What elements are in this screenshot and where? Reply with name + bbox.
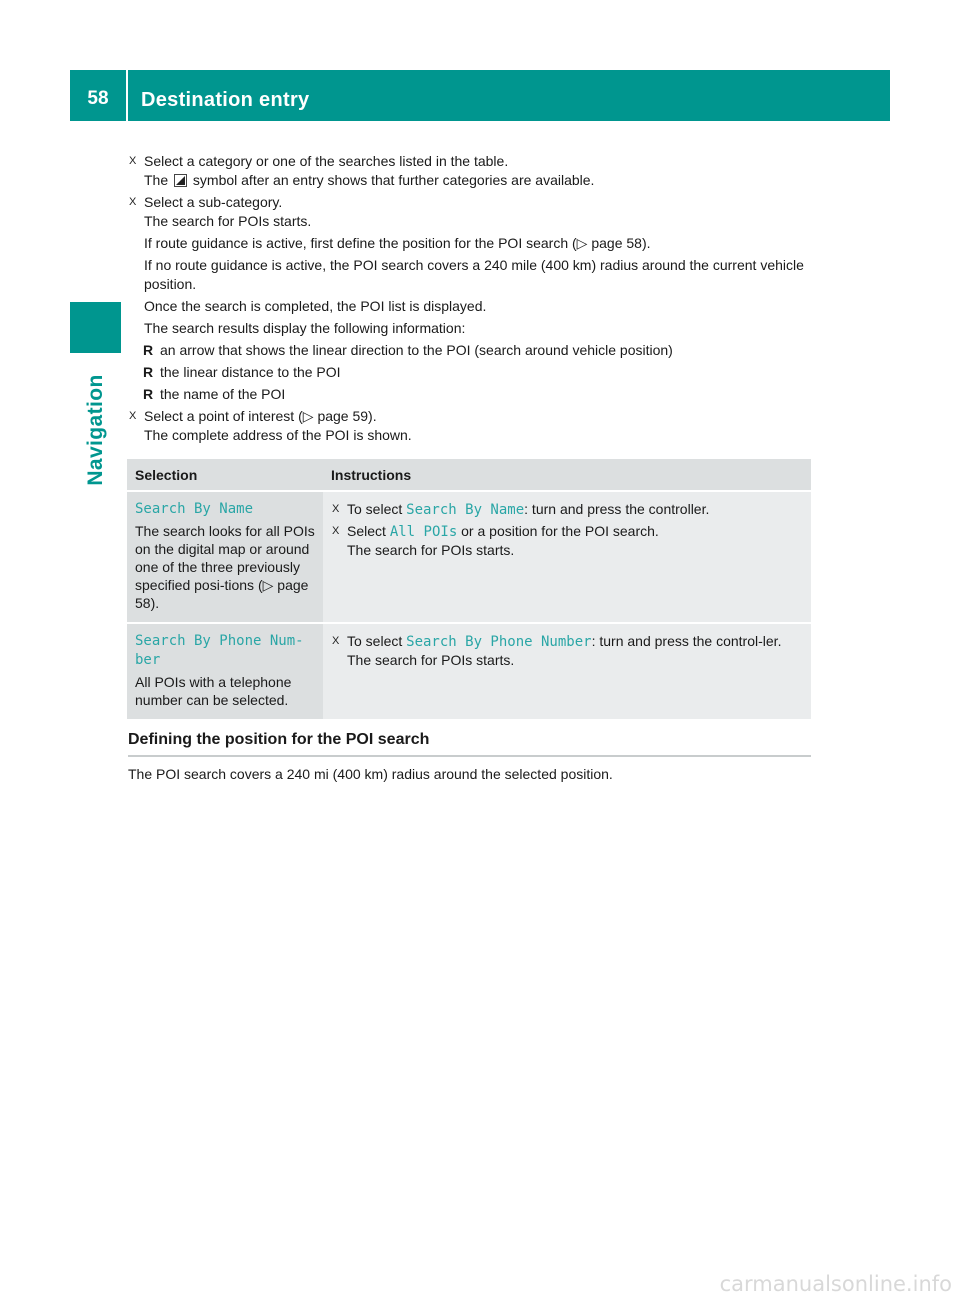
- selection-cell: [127, 492, 323, 624]
- section-marker-block: [70, 302, 121, 353]
- step-text: [144, 407, 812, 426]
- bullet-icon: R: [143, 386, 154, 402]
- menu-item-search-by-phone-number: Search By Phone Num‐: [135, 633, 304, 649]
- column-header-instructions: Instructions: [323, 459, 811, 492]
- page-ref-link[interactable]: page 58).: [135, 577, 309, 611]
- search-complete-note: Once the search is completed, the POI list is displayed.: [144, 298, 487, 314]
- section-tab-label: Navigation: [83, 374, 107, 486]
- step-select-poi: [128, 407, 812, 445]
- instruction-result: The search for POIs starts.: [347, 652, 515, 668]
- search-results-note: The search results display the following information:: [144, 320, 466, 336]
- instruction-text: : turn and press the controller.: [524, 501, 710, 517]
- instruction-text: : turn and press the control-ler.: [591, 633, 782, 649]
- page-ref-icon: ▷: [576, 235, 588, 251]
- step-marker-icon: X: [129, 155, 137, 167]
- menu-item-search-by-name-ref: Search By Name: [406, 502, 525, 518]
- page-ref-icon: ▷: [302, 408, 314, 424]
- list-item: [128, 363, 812, 382]
- section-paragraph: The POI search covers a 240 mi (400 km) radius around the selected position.: [128, 766, 613, 782]
- table-row: [127, 624, 811, 721]
- section-tab: [70, 360, 121, 500]
- poi-search-table: [127, 459, 811, 721]
- header-divider: [126, 70, 128, 121]
- menu-item-search-by-phone-number-cont: ber: [135, 652, 161, 668]
- selection-description: All POIs with a telephone number can be selected.: [135, 674, 292, 708]
- step-marker-icon: X: [129, 410, 137, 422]
- instruction-text: To select: [347, 633, 403, 649]
- no-route-guidance-note: If no route guidance is active, the POI search covers a 240 mile (400 km) radius around the current vehicle position.: [144, 257, 804, 292]
- step-select-subcategory: [128, 193, 812, 231]
- bullet-icon: R: [143, 342, 154, 358]
- list-item: [128, 341, 812, 360]
- page-ref-icon: ▷: [262, 577, 274, 593]
- step-note-text: symbol after an entry shows that further categories are available.: [192, 172, 595, 188]
- step-text-part: Select a point of interest (: [144, 408, 303, 424]
- step-text: Select a sub-category.: [144, 194, 283, 210]
- instruction-result: The search for POIs starts.: [347, 542, 515, 558]
- instruction-text: Select: [347, 523, 386, 539]
- page-title: Destination entry: [141, 89, 310, 111]
- bullet-icon: R: [143, 364, 154, 380]
- subcategory-arrow-icon: [174, 174, 187, 187]
- list-item-text: an arrow that shows the linear direction to the POI (search around vehicle position): [160, 342, 673, 358]
- page-number: 58: [87, 88, 109, 109]
- step-marker-icon: X: [332, 635, 340, 647]
- route-guidance-note: [128, 234, 812, 253]
- selection-cell: [127, 624, 323, 721]
- step-result: The search for POIs starts.: [144, 213, 312, 229]
- instructions-cell: [323, 624, 811, 721]
- watermark: carmanualsonline.info: [719, 1272, 952, 1296]
- instructions-content: [128, 152, 812, 445]
- paragraph-text: If route guidance is active, first define the position for the POI search (: [144, 235, 577, 251]
- list-item: [128, 385, 812, 404]
- page-ref-link[interactable]: page 58).: [591, 235, 651, 251]
- step-note: [144, 171, 812, 190]
- menu-item-search-by-phone-number-ref: Search By Phone Number: [406, 634, 592, 650]
- selection-description: The search looks for all POIs on the digital map or around one of the three previously specified posi-tions (: [135, 523, 315, 593]
- step-marker-icon: X: [129, 196, 137, 208]
- step-marker-icon: X: [332, 525, 340, 537]
- instructions-cell: [323, 492, 811, 624]
- instruction-step: [331, 522, 803, 559]
- table-header-row: [127, 459, 811, 492]
- page-ref-link[interactable]: page 59).: [317, 408, 377, 424]
- step-note-text: The: [144, 172, 169, 188]
- instruction-step: [331, 500, 803, 519]
- list-item-text: the name of the POI: [160, 386, 286, 402]
- section-heading: Defining the position for the POI search: [128, 731, 811, 757]
- list-item-text: the linear distance to the POI: [160, 364, 341, 380]
- menu-item-search-by-name: Search By Name: [135, 501, 254, 517]
- column-header-selection: Selection: [127, 459, 323, 492]
- table-row: [127, 492, 811, 624]
- step-marker-icon: X: [332, 503, 340, 515]
- instruction-text: or a position for the POI search.: [461, 523, 659, 539]
- menu-item-all-pois: All POIs: [389, 524, 458, 540]
- step-select-category: [128, 152, 812, 190]
- instruction-text: To select: [347, 501, 403, 517]
- step-result: The complete address of the POI is shown.: [144, 427, 412, 443]
- step-text: Select a category or one of the searches listed in the table.: [144, 153, 509, 169]
- instruction-step: [331, 632, 803, 669]
